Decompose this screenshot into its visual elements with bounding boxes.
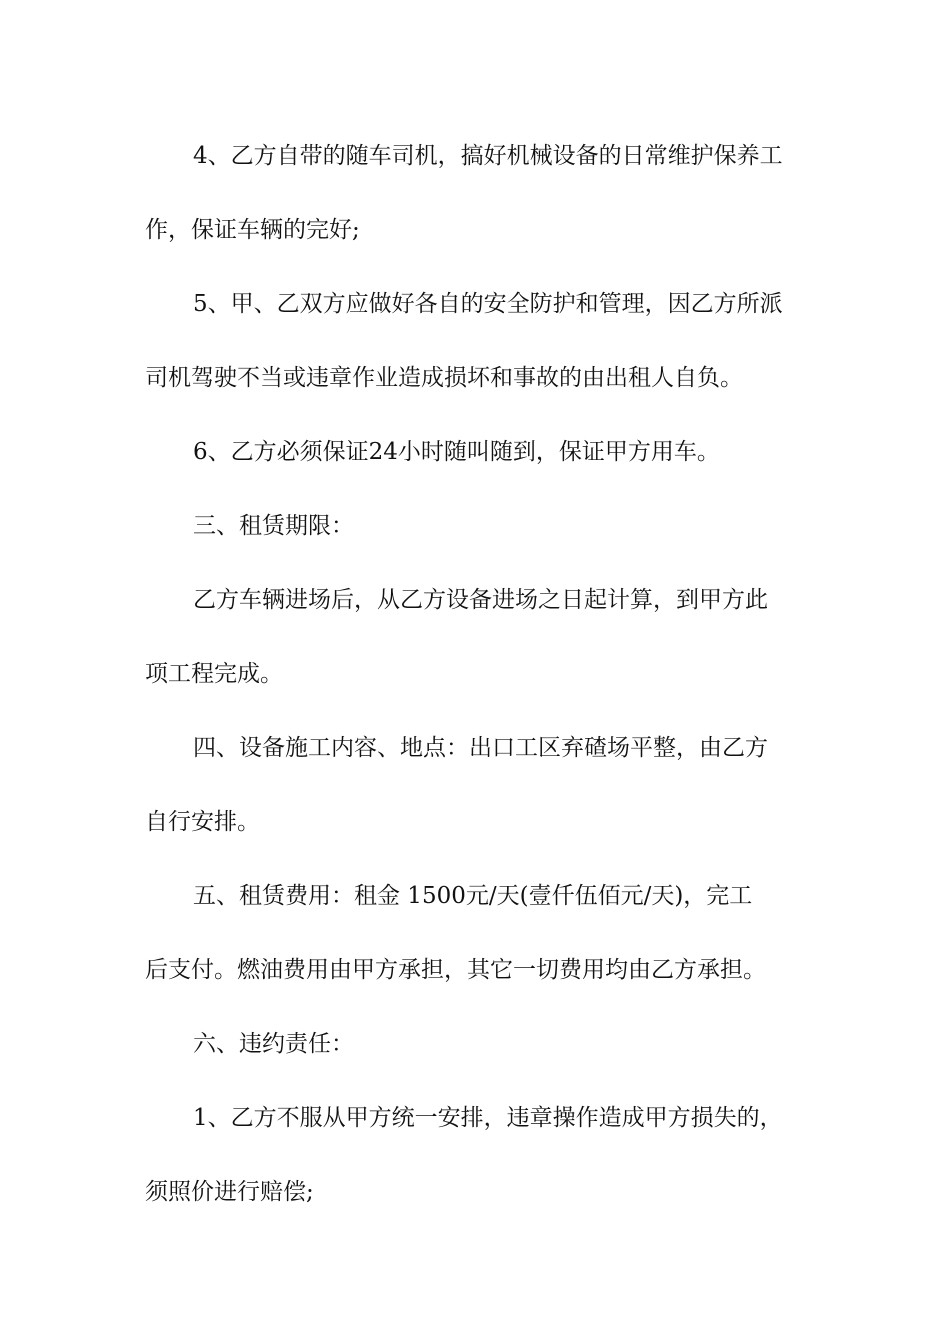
text-line-8: 项工程完成。: [145, 661, 283, 687]
text-line-7: 乙方车辆进场后，从乙方设备进场之日起计算，到甲方此: [193, 587, 768, 613]
text-line-4: 司机驾驶不当或违章作业造成损坏和事故的由出租人自负。: [145, 365, 743, 391]
text-line-5: 6、乙方必须保证24小时随叫随到，保证甲方用车。: [193, 439, 720, 465]
text-line-10: 自行安排。: [145, 809, 260, 835]
text-line-15: 须照价进行赔偿;: [145, 1179, 314, 1205]
section-heading-breach: 六、违约责任：: [193, 1031, 354, 1057]
text-line-11: 五、租赁费用：租金 1500元/天(壹仟伍佰元/天)，完工: [193, 883, 753, 909]
text-line-14: 1、乙方不服从甲方统一安排，违章操作造成甲方损失的，: [193, 1105, 783, 1131]
text-line-9: 四、设备施工内容、地点：出口工区弃碴场平整，由乙方: [193, 735, 768, 761]
text-line-3: 5、甲、乙双方应做好各自的安全防护和管理，因乙方所派: [193, 291, 783, 317]
text-line-2: 作，保证车辆的完好;: [145, 217, 360, 243]
text-line-12: 后支付。燃油费用由甲方承担，其它一切费用均由乙方承担。: [145, 957, 766, 983]
text-line-1: 4、乙方自带的随车司机，搞好机械设备的日常维护保养工: [193, 143, 783, 169]
section-heading-lease-term: 三、租赁期限：: [193, 513, 354, 539]
